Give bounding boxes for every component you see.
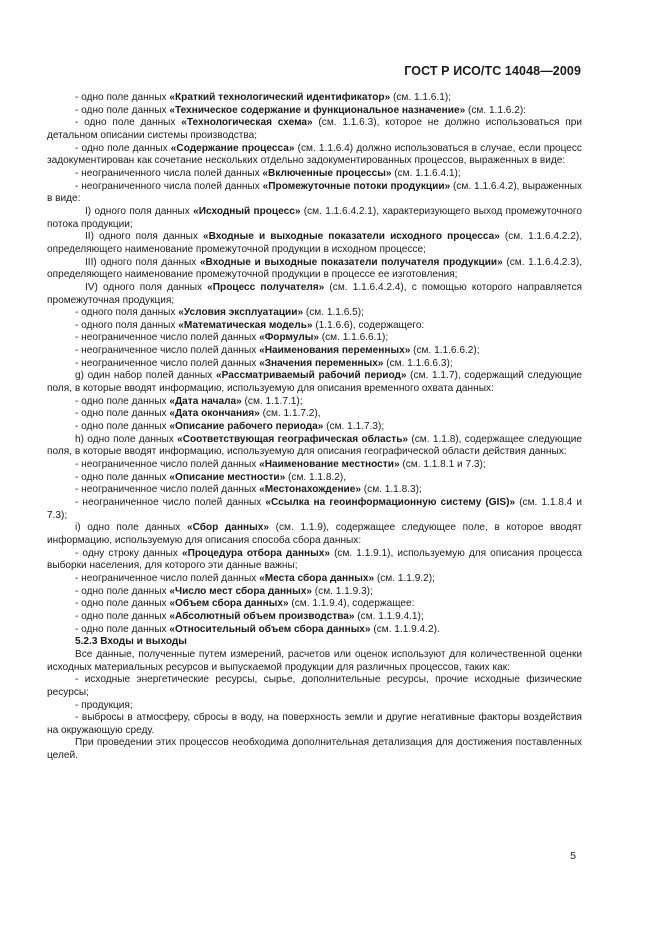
bold-term: «Входные и выходные показатели получателя продукции» [199,256,503,268]
text-run: i) одно поле данных [75,522,187,534]
text-run: - неограниченное число полей данных [75,484,260,496]
bold-term: «Рассматриваемый рабочий период» [216,370,407,382]
text-run: h) одно поле данных [75,433,178,445]
paragraph [47,712,582,737]
paragraph [47,700,582,713]
paragraph [47,624,582,637]
text-run: - неограниченное число полей данных [75,459,260,471]
text-run: Все данные, полученные путем измерений, расчетов или оценок используют для количественной оценки исходных материальных ресурсов и выпускаемой продукции для различных процессов, таких как: [47,648,582,673]
paragraph [47,307,582,320]
text-run: (см. 1.1.6.1); [390,92,451,103]
paragraph [47,484,582,497]
text-run: - одно поле данных [75,421,170,433]
text-run: - неограниченного числа полей данных [75,180,263,192]
text-run: - одно поле данных [75,117,182,129]
text-run: (см. 1.1.7), содержащий следующие поля, в которые вводят информацию, используемую для описания временного охвата данных: [47,370,582,395]
bold-term: «Число мест сбора данных» [169,585,312,597]
paragraph [47,92,582,105]
text-run: I) одного поля данных [85,205,194,217]
bold-term: «Дата окончания» [169,408,260,420]
bold-term: «Условия эксплуатации» [178,307,304,319]
bold-term: «Соответствующая географическая область» [177,433,409,445]
text-run: - одно поле данных [75,585,170,597]
section-heading [47,636,582,649]
text-run: (см. 1.1.6.6.1); [318,332,389,344]
paragraph [47,345,582,358]
paragraph [47,408,582,421]
text-run: - одно поле данных [75,408,170,420]
text-run: (см. 1.1.6.6.3); [383,357,453,369]
text-run: - одно поле данных [75,395,170,407]
text-run: (см. 1.1.6.5); [303,307,364,319]
paragraph [47,358,582,371]
paragraph [47,737,582,762]
bold-term: «Содержание процесса» [170,142,295,154]
bold-term: «Ссылка на геоинформационную систему (GIS)» [265,497,516,508]
text-run: - одно поле данных [75,623,170,635]
text-run: - неограниченного числа полей данных [75,167,263,179]
bold-term: «Абсолютный объем производства» [169,610,355,622]
paragraph [47,421,582,434]
paragraph [47,282,582,307]
text-run: (см. 1.1.6.4) должно использоваться в случае, если процесс задокументирован как сочетание нескольких отдельно задокументированных процессов, выраженных в виде: [47,142,582,167]
text-run: - одно поле данных [75,610,170,622]
bold-term: «Объем сбора данных» [169,598,289,610]
text-run: IV) одного поля данных [85,281,208,293]
paragraph [47,586,582,599]
text-run: (см. 1.1.9.1), используемую для описания процесса выборки населения, для которого эти данные важны; [47,547,582,572]
text-run: - одно поле данных [75,598,170,610]
text-run: - неограниченное число полей данных [75,332,260,344]
text-run: (см. 1.1.6.4.2.4), с помощью которого направляется промежуточная продукция; [47,281,582,306]
bold-term: «Процедура отбора данных» [181,547,330,559]
bold-term: «Включенные процессы» [262,167,392,179]
bold-term: «Техническое содержание и функциональное назначение» [169,104,466,116]
bold-term: «Процесс получателя» [207,281,325,293]
text-run: - неограниченное число полей данных [75,497,266,508]
text-run: (см. 1.1.7.1); [241,395,303,407]
text-run: (см. 1.1.9.4), содержащее: [288,598,415,610]
bold-term: «Местонахождение» [259,484,361,496]
document-header: ГОСТ Р ИСО/ТС 14048—2009 [404,64,581,78]
text-run: - исходные энергетические ресурсы, сырье, дополнительные ресурсы, прочие исходные физические ресурсы; [47,674,582,698]
paragraph [47,206,582,231]
text-run: (см. 1.1.6.4.2.2), определяющего наименование промежуточной продукции в исходном процессе; [47,231,582,255]
paragraph [47,181,582,206]
paragraph [47,573,582,586]
text-run: - выбросы в атмосферу, сбросы в воду, на поверхность земли и другие негативные факторы воздействия на окружающую среду. [47,712,582,736]
text-run: (см. 1.1.6.4.1); [391,167,461,179]
text-run: (см. 1.1.8.2), [285,471,347,483]
text-run: (см. 1.1.6.3), которое не должно использоваться при детальном описании системы производства; [47,117,582,141]
bold-term: «Сбор данных» [186,522,269,534]
paragraph [47,332,582,345]
paragraph [47,674,582,699]
text-run: (см. 1.1.7.3); [323,421,385,433]
paragraph [47,396,582,409]
paragraph [47,472,582,485]
text-run: - неограниченное число полей данных [75,357,260,369]
paragraph [47,117,582,142]
paragraph [47,459,582,472]
text-run: При проведении этих процессов необходима дополнительная детализация для достижения поставленных целей. [47,737,582,762]
bold-term: «Наименования переменных» [259,345,411,357]
paragraph [47,497,582,522]
bold-term: «Промежуточные потоки продукции» [262,180,451,192]
text-run: - одно поле данных [75,92,170,103]
text-run: (см. 1.1.7.2), [259,408,321,420]
text-run: - продукция; [75,699,133,711]
text-run: - неограниченное число полей данных [75,345,260,357]
text-run: (см. 1.1.9.2); [374,572,435,584]
bold-term: «Формулы» [259,332,319,344]
paragraph [47,598,582,611]
paragraph [47,257,582,282]
text-run: II) одного поля данных [85,231,203,243]
text-run: III) одного поля данных [85,256,200,268]
paragraph [47,370,582,395]
text-run: (см. 1.1.9), содержащее следующее поле, в которое вводят информацию, используемую для описания способа сбора данных: [47,522,582,546]
text-run: - одного поля данных [75,319,179,331]
text-run: - одного поля данных [75,307,179,319]
paragraph [47,168,582,181]
bold-term: «Описание местности» [169,471,286,483]
bold-term: «Входные и выходные показатели исходного процесса» [202,231,500,243]
bold-term: «Значения переменных» [259,357,384,369]
paragraph [47,434,582,459]
text-run: (см. 1.1.6.4.2), выраженных в виде: [47,180,582,205]
text-run: (см. 1.1.6.4.2.3), определяющего наименование промежуточной продукции в процессе ее изготовления; [47,256,582,281]
text-run: (см. 1.1.6.6.2); [410,345,480,357]
bold-term: «Исходный процесс» [193,205,301,217]
text-run: (1.1.6.6), содержащего: [312,319,425,331]
document-body [47,92,582,763]
bold-term: «Математическая модель» [178,319,313,331]
text-run: (см. 1.1.9.4.2). [370,623,440,635]
paragraph [47,548,582,573]
text-run: - одно поле данных [75,142,171,154]
text-run: (см. 1.1.8.3); [360,484,422,496]
bold-term: «Места сбора данных» [259,572,375,584]
page-number: 5 [570,850,576,862]
text-run: - одно поле данных [75,104,170,116]
bold-term: «Наименование местности» [259,459,400,471]
text-run: - одно поле данных [75,471,170,483]
bold-term: «Краткий технологический идентификатор» [169,92,391,103]
paragraph [47,649,582,674]
text-run: (см. 1.1.6.4.2.1), характеризующего выход промежуточного потока продукции; [47,205,582,230]
text-run: (см. 1.1.8), содержащее следующие поля, в которые вводят информацию, используемую для описания географической области действия данных: [47,433,582,458]
text-run: (см. 1.1.8.4 и 7.3); [47,497,582,521]
bold-term: 5.2.3 Входы и выходы [75,636,187,648]
bold-term: «Описание рабочего периода» [169,421,324,433]
text-run: - неограниченное число полей данных [75,572,260,584]
bold-term: «Дата начала» [169,395,242,407]
paragraph [47,105,582,118]
paragraph [47,231,582,256]
paragraph [47,522,582,547]
paragraph [47,611,582,624]
text-run: - одну строку данных [75,547,182,559]
paragraph [47,143,582,168]
bold-term: «Относительный объем сбора данных» [169,623,371,635]
paragraph [47,320,582,333]
text-run: (см. 1.1.8.1 и 7.3); [399,459,486,471]
text-run: (см. 1.1.9.4.1); [354,610,424,622]
text-run: (см. 1.1.9.3); [311,585,373,597]
text-run: g) один набор полей данных [75,370,217,382]
text-run: (см. 1.1.6.2): [465,104,526,116]
bold-term: «Технологическая схема» [181,117,313,129]
